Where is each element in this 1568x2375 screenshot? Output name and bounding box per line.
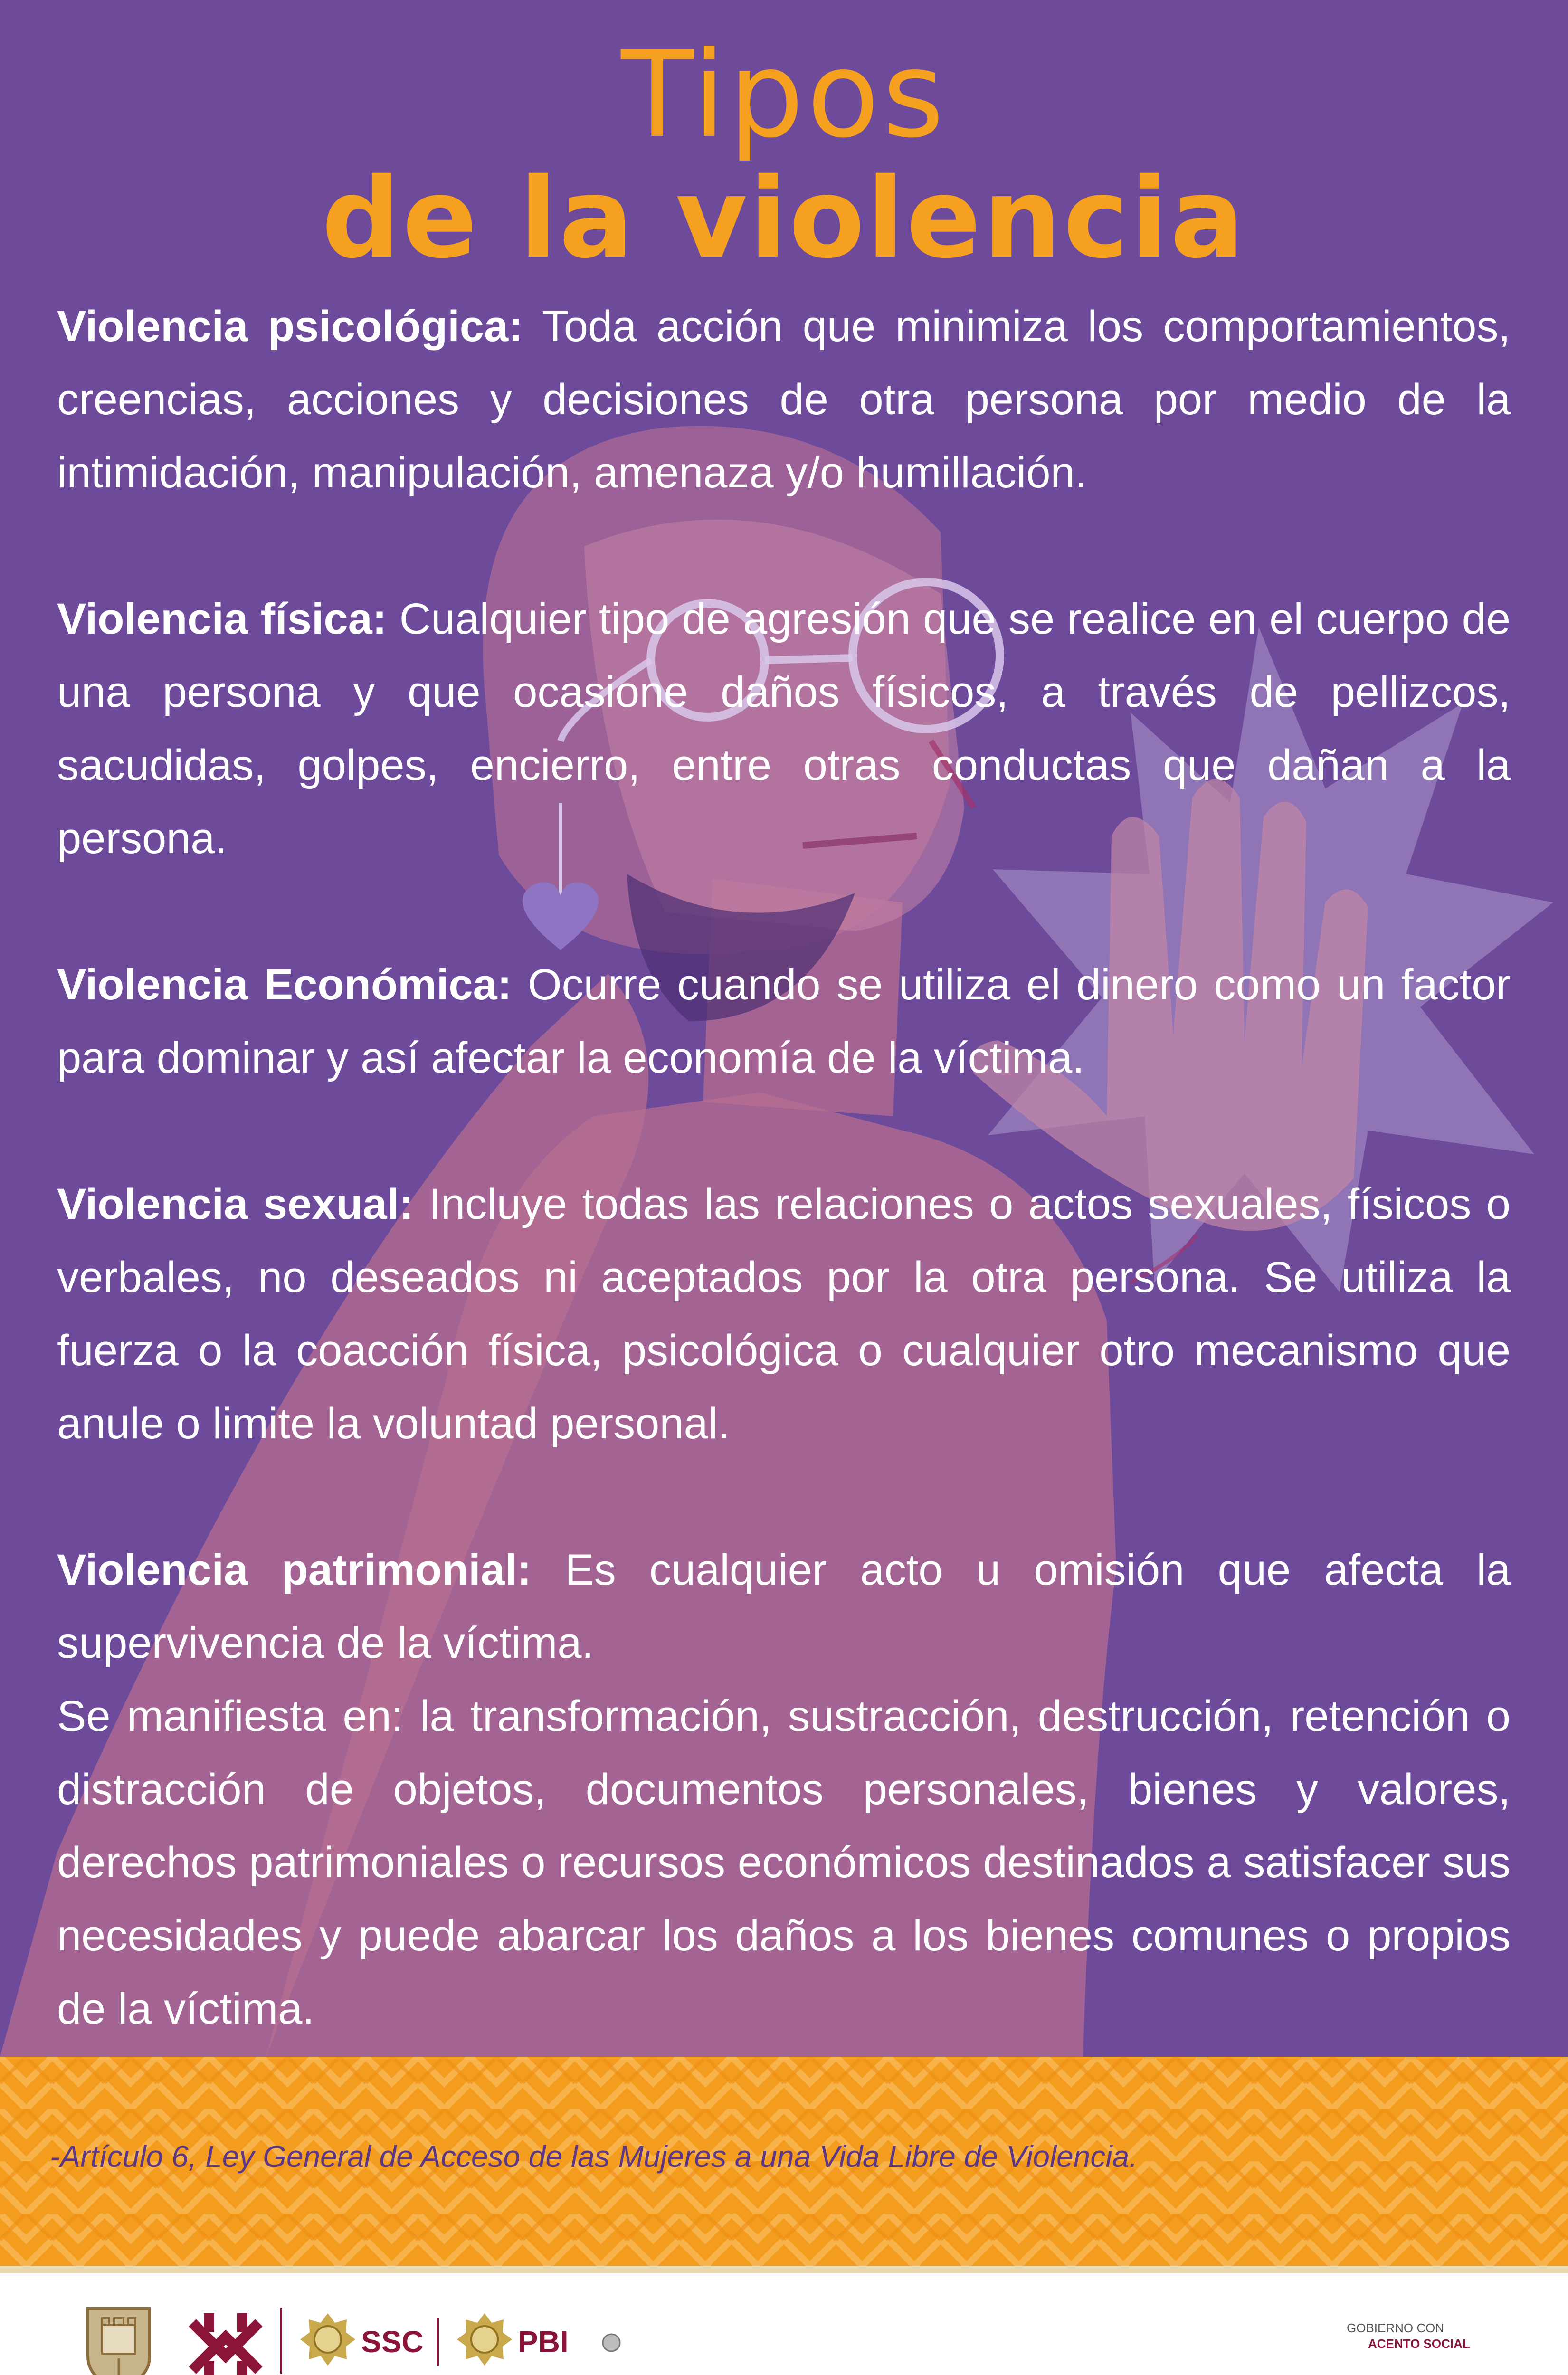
pbi-badge-icon: [456, 2311, 513, 2368]
title-line-1: Tipos: [621, 26, 947, 164]
citation-text: -Artículo 6, Ley General de Acceso de las Mujeres a una Vida Libre de Violencia.: [50, 2139, 1138, 2174]
section-text: Cualquier tipo de agresión que se realice en el cuerpo de una persona y que ocasione daños físicos, a través de pellizcos, sacudidas, golpes, encierro, entre otras conductas que dañan a la persona.: [57, 595, 1511, 863]
footer-separator: [437, 2318, 439, 2366]
section-heading: Violencia Económica:: [57, 960, 512, 1009]
section-heading: Violencia física:: [57, 595, 387, 643]
gobierno-line-1: GOBIERNO CON: [1347, 2321, 1444, 2335]
section-economica: [57, 948, 1511, 1094]
gobierno-line-2: ACENTO SOCIAL: [1368, 2337, 1470, 2351]
ssc-badge-icon: [299, 2311, 356, 2368]
section-text: Incluye todas las relaciones o actos sexuales, físicos o verbales, no deseados ni aceptados por la otra persona. Se utiliza la fuerza o la coacción física, psicológica o cualquier otro mecanismo que anule o limite la voluntad personal.: [57, 1180, 1511, 1448]
small-seal-icon: [601, 2332, 622, 2353]
ssc-label: SSC: [361, 2325, 424, 2359]
section-heading: Violencia patrimonial:: [57, 1546, 532, 1594]
section-text: Es cualquier acto u omisión que afecta la supervivencia de la víctima.: [57, 1546, 1511, 1667]
section-fisica: [57, 582, 1511, 875]
section-psicologica: [57, 290, 1511, 509]
section-text: Toda acción que minimiza los comportamientos, creencias, acciones y decisiones de otra persona por medio de la intimidación, manipulación, amenaza y/o humillación.: [57, 302, 1511, 497]
title-line-2: de la violencia: [322, 154, 1246, 283]
section-patrimonial: [57, 1533, 1511, 2045]
footer-rule: [0, 2266, 1568, 2273]
section-heading: Violencia psicológica:: [57, 302, 523, 351]
cdmx-shield-icon: [83, 2304, 154, 2375]
pbi-label: PBI: [518, 2325, 569, 2359]
section-heading: Violencia sexual:: [57, 1180, 414, 1228]
footer-separator: [280, 2308, 282, 2374]
section-text: Ocurre cuando se utiliza el dinero como un factor para dominar y así afectar la economía de la víctima.: [57, 960, 1511, 1082]
section-text: Se manifiesta en: la transformación, sustracción, destrucción, retención o distracción de objetos, documentos personales, bienes y valores, derechos patrimoniales o recursos económicos destinados a satisfacer sus necesidades y puede abarcar los daños a los bienes comunes o propios de la víctima.: [57, 1692, 1511, 2033]
section-sexual: [57, 1168, 1511, 1460]
content-body: [57, 290, 1511, 2045]
cdmx-knot-logo-icon: [183, 2304, 268, 2375]
